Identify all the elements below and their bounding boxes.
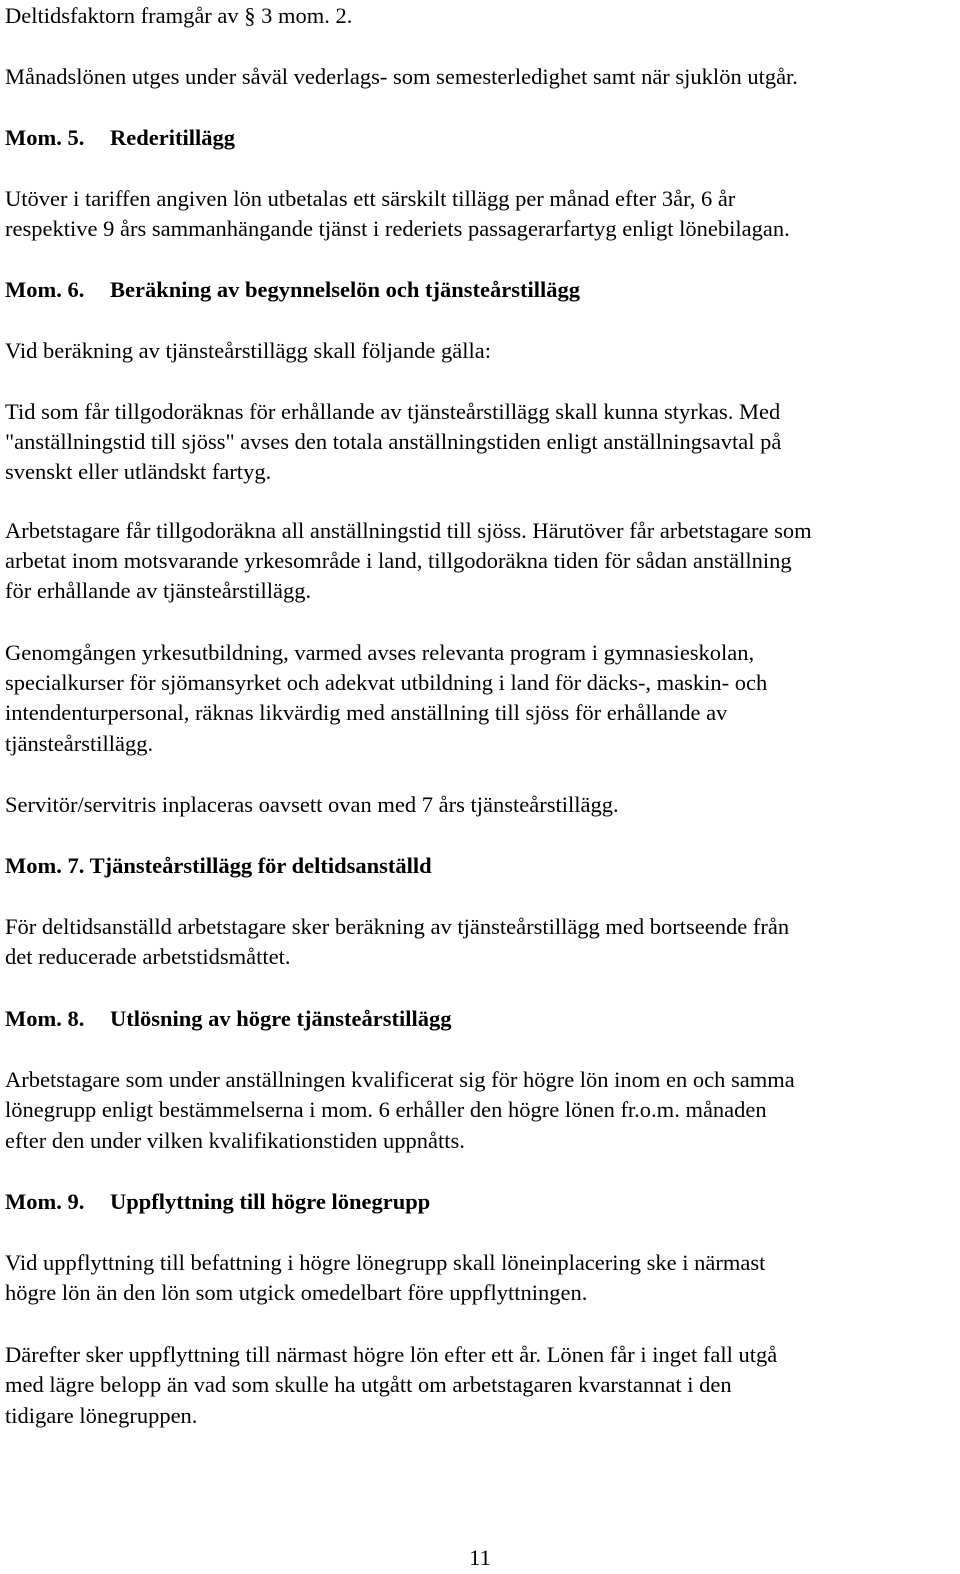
section-number: Mom. 6. [5, 277, 85, 302]
section-number: Mom. 7. [5, 853, 85, 878]
paragraph-line: respektive 9 års sammanhängande tjänst i rederiets passagerarfartyg enligt lönebilagan. [5, 216, 790, 241]
paragraph-line: högre lön än den lön som utgick omedelbart före uppflyttningen. [5, 1280, 588, 1305]
paragraph-line: tjänsteårstillägg. [5, 731, 154, 756]
paragraph-line: tidigare lönegruppen. [5, 1403, 198, 1428]
paragraph-line: arbetat inom motsvarande yrkesområde i land, tillgodoräkna tiden för sådan anställning [5, 548, 792, 573]
paragraph-line: efter den under vilken kvalifikationstiden uppnåtts. [5, 1128, 465, 1153]
section-heading-mom5 [5, 123, 235, 153]
paragraph-line: svenskt eller utländskt fartyg. [5, 459, 272, 484]
section-number: Mom. 9. [5, 1189, 85, 1214]
section-title: Uppflyttning till högre lönegrupp [110, 1189, 431, 1214]
paragraph-line: specialkurser för sjömansyrket och adekvat utbildning i land för däcks-, maskin- och [5, 670, 768, 695]
paragraph-line: med lägre belopp än vad som skulle ha utgått om arbetstagaren kvarstannat i den [5, 1372, 732, 1397]
paragraph-line: det reducerade arbetstidsmåttet. [5, 944, 291, 969]
paragraph-line: Arbetstagare får tillgodoräkna all anställningstid till sjöss. Härutöver får arbetstagare som [5, 518, 812, 543]
paragraph-line: för erhållande av tjänsteårstillägg. [5, 578, 312, 603]
section-title: Beräkning av begynnelselön och tjänsteårstillägg [110, 277, 581, 302]
section-heading-mom8 [5, 1004, 451, 1034]
section-title: Rederitillägg [110, 125, 235, 150]
paragraph-line: Tid som får tillgodoräknas för erhållande av tjänsteårstillägg skall kunna styrkas. Med [5, 399, 781, 424]
section-heading-mom7 [5, 851, 432, 881]
page-number: 11 [469, 1545, 491, 1570]
paragraph-line: Arbetstagare som under anställningen kvalificerat sig för högre lön inom en och samma [5, 1067, 795, 1092]
intro-line-2: Månadslönen utges under såväl vederlags- som semesterledighet samt när sjuklön utgår. [5, 64, 798, 89]
section-number: Mom. 5. [5, 125, 85, 150]
section-number: Mom. 8. [5, 1006, 85, 1031]
paragraph-line: "anställningstid till sjöss" avses den totala anställningstiden enligt anställningsavtal på [5, 429, 782, 454]
intro-line-1: Deltidsfaktorn framgår av § 3 mom. 2. [5, 3, 353, 28]
paragraph-line: För deltidsanställd arbetstagare sker beräkning av tjänsteårstillägg med bortseende från [5, 914, 790, 939]
paragraph-line: Genomgången yrkesutbildning, varmed avses relevanta program i gymnasieskolan, [5, 640, 755, 665]
section-heading-mom9 [5, 1187, 430, 1217]
paragraph-line: Utöver i tariffen angiven lön utbetalas ett särskilt tillägg per månad efter 3år, 6 år [5, 186, 736, 211]
paragraph-line: Vid beräkning av tjänsteårstillägg skall följande gälla: [5, 338, 492, 363]
section-title: Utlösning av högre tjänsteårstillägg [110, 1006, 452, 1031]
paragraph-line: Vid uppflyttning till befattning i högre lönegrupp skall löneinplacering ske i närmast [5, 1250, 766, 1275]
paragraph-line: lönegrupp enligt bestämmelserna i mom. 6 erhåller den högre lönen fr.o.m. månaden [5, 1097, 767, 1122]
section-title: Tjänsteårstillägg för deltidsanställd [89, 853, 432, 878]
paragraph-line: Därefter sker uppflyttning till närmast högre lön efter ett år. Lönen får i inget fall utgå [5, 1342, 778, 1367]
paragraph-line: intendenturpersonal, räknas likvärdig med anställning till sjöss för erhållande av [5, 700, 728, 725]
section-heading-mom6 [5, 275, 580, 305]
paragraph-line: Servitör/servitris inplaceras oavsett ovan med 7 års tjänsteårstillägg. [5, 792, 619, 817]
